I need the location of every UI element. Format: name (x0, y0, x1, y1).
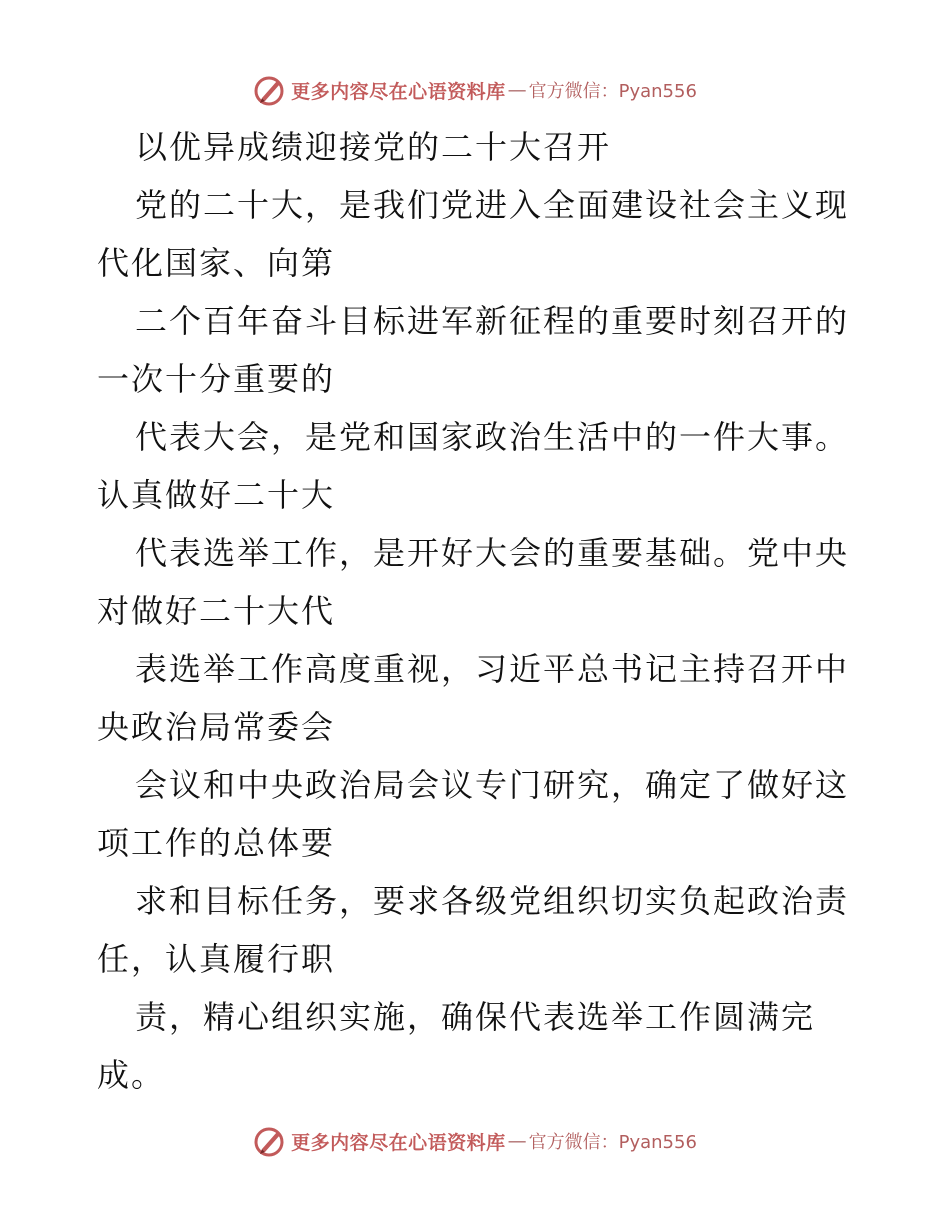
pen-circle-logo-icon (253, 73, 287, 107)
paragraph-line: 成。 (97, 1056, 166, 1094)
paragraph-line: 央政治局常委会 (97, 708, 336, 746)
paragraph-line: 会议和中央政治局会议专门研究，确定了做好这 (135, 766, 850, 804)
paragraph-line: 项工作的总体要 (97, 824, 336, 862)
paragraph-line: 认真做好二十大 (97, 476, 336, 514)
paragraph-line: 对做好二十大代 (97, 592, 336, 630)
footer-watermark (0, 1121, 950, 1161)
header-watermark (0, 70, 950, 110)
watermark-dash: — (507, 79, 527, 101)
paragraph-line: 责，精心组织实施，确保代表选举工作圆满完 (135, 998, 816, 1036)
watermark-wechat-text: 官方微信：Pyan556 (528, 81, 697, 102)
paragraph-line: 党的二十大，是我们党进入全面建设社会主义现 (135, 186, 850, 224)
paragraph-line: 代表大会，是党和国家政治生活中的一件大事。 (135, 418, 850, 456)
paragraph-line: 任，认真履行职 (97, 940, 336, 978)
paragraph-line: 一次十分重要的 (97, 360, 336, 398)
watermark-dash: — (507, 1130, 527, 1152)
paragraph-line: 二个百年奋斗目标进军新征程的重要时刻召开的 (135, 302, 850, 340)
paragraph-line: 表选举工作高度重视，习近平总书记主持召开中 (135, 650, 850, 688)
document-title: 以优异成绩迎接党的二十大召开 (135, 128, 612, 166)
paragraph-line: 求和目标任务，要求各级党组织切实负起政治责 (135, 882, 850, 920)
watermark-wechat-text: 官方微信：Pyan556 (528, 1132, 697, 1153)
paragraph-line: 代化国家、向第 (97, 244, 336, 282)
pen-circle-logo-icon (253, 1124, 287, 1158)
watermark-main-text: 更多内容尽在心语资料库 (291, 1131, 506, 1154)
paragraph-line: 代表选举工作，是开好大会的重要基础。党中央 (135, 534, 850, 572)
watermark-main-text: 更多内容尽在心语资料库 (291, 80, 506, 103)
